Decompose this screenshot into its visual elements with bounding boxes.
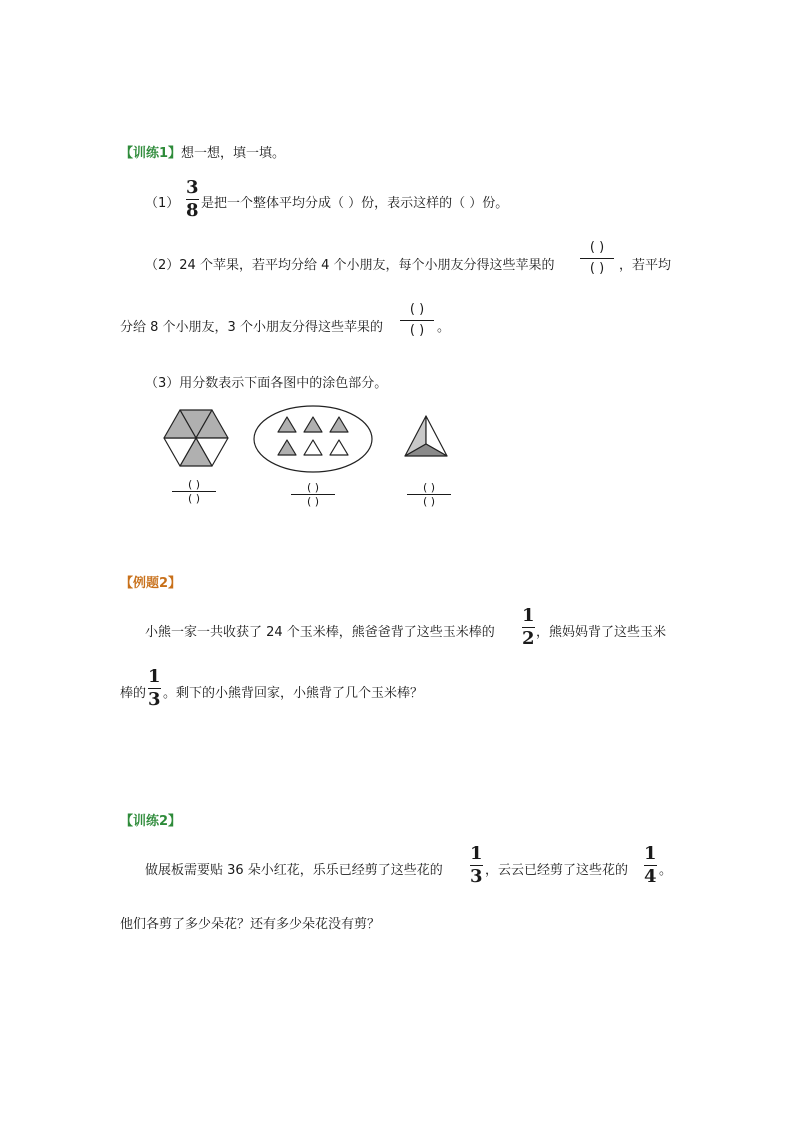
q2-blank-fraction-1[interactable]: [580, 238, 614, 279]
ellipse-triangles-figure: [252, 404, 374, 474]
denominator: 3: [470, 866, 483, 887]
training2-tag: 【训练2】: [120, 814, 182, 829]
q1-prefix: （1）: [145, 196, 180, 211]
training2-line2: 他们各剪了多少朵花？还有多少朵花没有剪？: [120, 917, 381, 932]
blank-bottom: ( ): [589, 261, 605, 276]
example2-tag: 【例题2】: [120, 576, 182, 591]
q3-text: （3）用分数表示下面各图中的涂色部分。: [145, 376, 388, 391]
q2-line2: 分给 8 个小朋友，3 个小朋友分得这些苹果的: [120, 320, 383, 335]
example2-fraction-half: [522, 606, 535, 649]
example2-line1-a: 小熊一家一共收获了 24 个玉米棒，熊爸爸背了这些玉米棒的: [145, 625, 495, 640]
denominator: 3: [148, 689, 161, 710]
blank-bottom: ( ): [306, 495, 320, 508]
example2-line2-a: 棒的: [120, 686, 147, 701]
blank-bottom: ( ): [187, 492, 201, 505]
denominator: 2: [522, 628, 535, 649]
training1-title: 想一想，填一填。: [181, 146, 286, 161]
q1-fraction: [186, 178, 199, 221]
numerator: 1: [522, 605, 535, 626]
training2-fraction-third: [470, 844, 483, 887]
figure1-answer-fraction[interactable]: [172, 478, 216, 505]
denominator: 4: [644, 866, 657, 887]
q2-mid: ，若平均: [619, 258, 672, 273]
q1-numerator: 3: [186, 177, 199, 198]
q1-denominator: 8: [186, 200, 199, 221]
training1-heading: [120, 142, 285, 161]
blank-bottom: ( ): [409, 323, 425, 338]
training2-fraction-quarter: [644, 844, 657, 887]
q1-text: 是把一个整体平均分成（ ）份，表示这样的（ ）份。: [201, 196, 509, 211]
hexagon-figure: [163, 408, 229, 468]
example2-line1-b: ，熊妈妈背了这些玉米: [536, 625, 667, 640]
numerator: 1: [644, 843, 657, 864]
figure2-answer-fraction[interactable]: [291, 481, 335, 508]
training2-line1-b: ，云云已经剪了这些花的: [485, 863, 629, 878]
blank-top: ( ): [589, 240, 605, 255]
training2-line1-a: 做展板需要贴 36 朵小红花，乐乐已经剪了这些花的: [145, 863, 443, 878]
blank-top: ( ): [306, 481, 320, 494]
numerator: 1: [470, 843, 483, 864]
blank-bottom: ( ): [422, 495, 436, 508]
blank-top: ( ): [409, 302, 425, 317]
q2-blank-fraction-2[interactable]: [400, 300, 434, 341]
q2-end: 。: [437, 320, 451, 335]
ellipse-outline: [254, 406, 372, 472]
figure3-answer-fraction[interactable]: [407, 481, 451, 508]
blank-top: ( ): [187, 478, 201, 491]
numerator: 1: [148, 666, 161, 687]
training1-tag: 【训练1】: [120, 146, 182, 161]
q2-prefix: （2）24 个苹果，若平均分给 4 个小朋友，每个小朋友分得这些苹果的: [145, 258, 555, 273]
training2-line1-c: 。: [659, 863, 673, 878]
triangle-split-figure: [403, 414, 449, 458]
example2-line2-b: 。剩下的小熊背回家，小熊背了几个玉米棒？: [163, 686, 424, 701]
blank-top: ( ): [422, 481, 436, 494]
example2-fraction-third: [148, 667, 161, 710]
